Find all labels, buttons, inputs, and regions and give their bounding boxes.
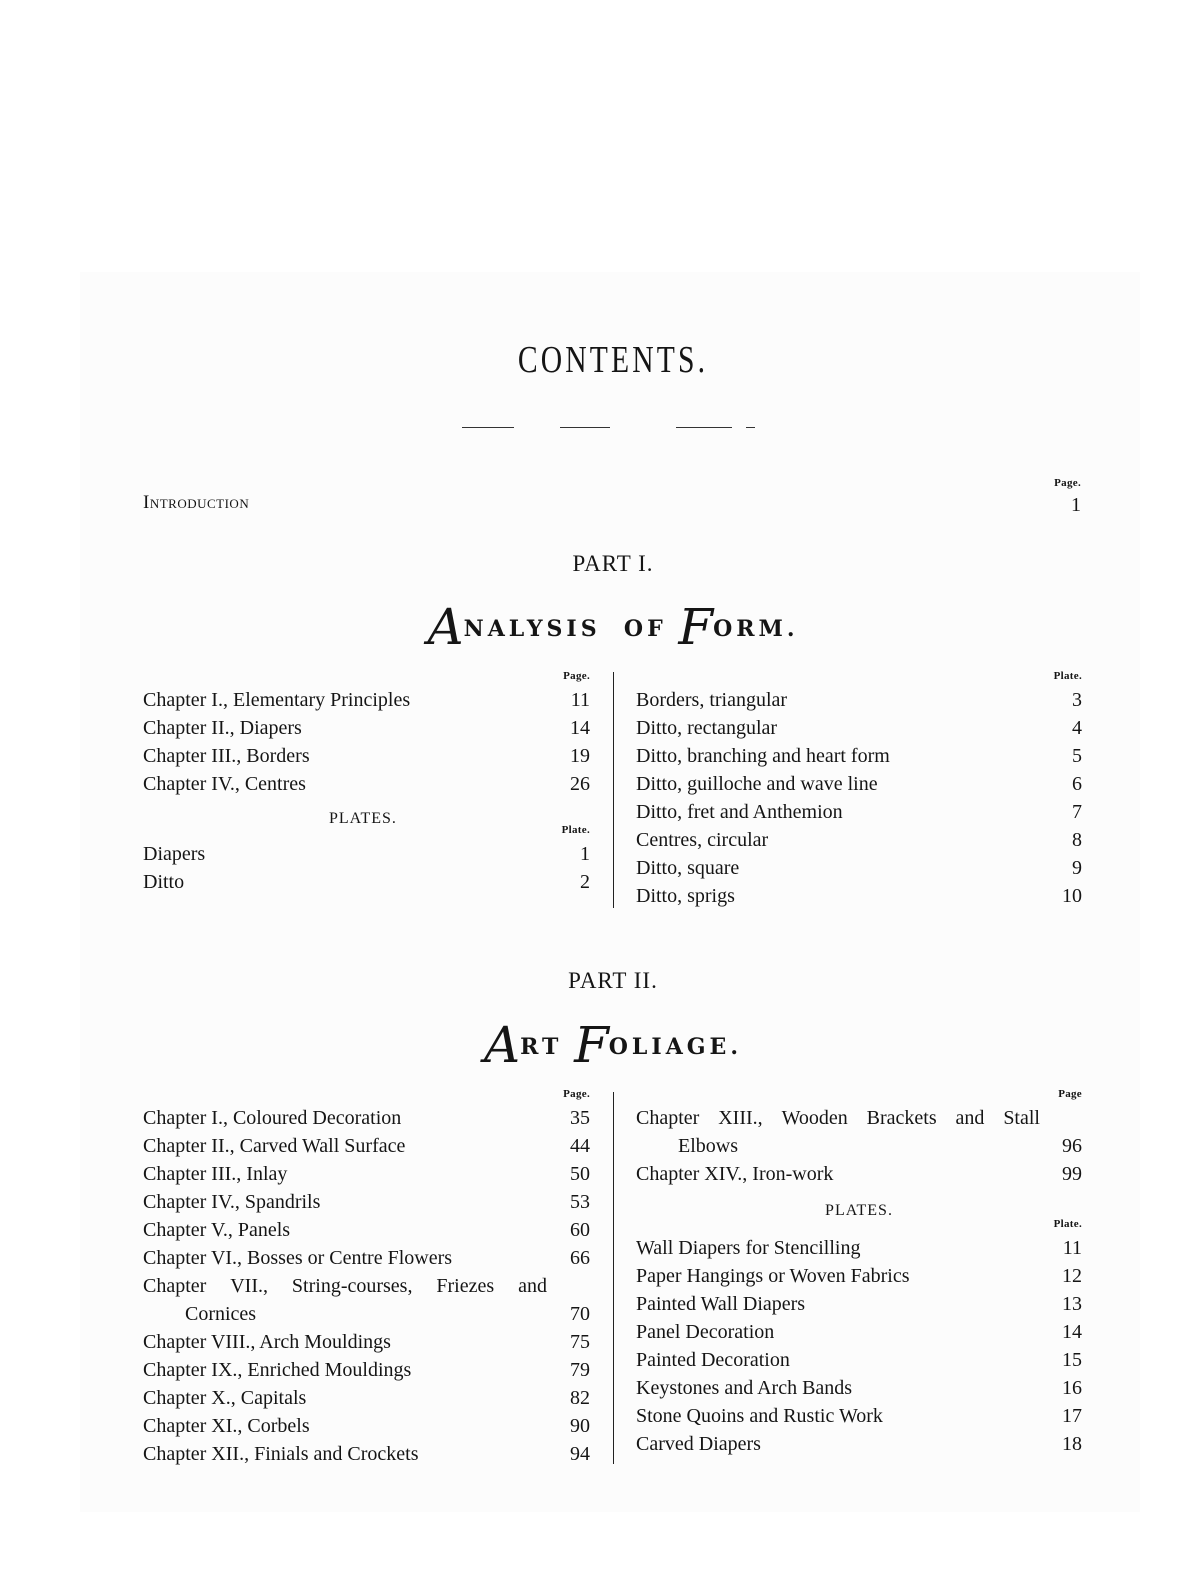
plate-row-label: Ditto, sprigs	[636, 885, 735, 907]
chapter-14-label: Chapter XIV., Iron-work	[636, 1163, 834, 1185]
part1-plates-left-list	[143, 840, 590, 896]
chapter-row-page: 26	[570, 773, 590, 795]
chapter-row-label: Chapter IV., Centres	[143, 773, 306, 795]
chapter-row-label: Chapter V., Panels	[143, 1219, 291, 1241]
part1-heading	[0, 598, 1191, 656]
chapter-7-word: Chapter	[143, 1275, 207, 1297]
part1-plates-label: PLATES.	[329, 810, 397, 827]
title-rule-1	[462, 427, 514, 428]
part2-page-header: Page.	[563, 1088, 590, 1100]
part1-heading-text-a: NALYSIS OF	[463, 616, 679, 642]
plate-row-label: Ditto, square	[636, 857, 740, 879]
plate-row	[636, 1262, 1082, 1290]
chapter-row-page: 82	[570, 1387, 590, 1409]
plate-row	[143, 868, 590, 896]
chapter-row	[143, 1104, 590, 1132]
plate-row	[143, 840, 590, 868]
plate-row-label: Borders, triangular	[636, 689, 788, 711]
chapter-13-word: and	[955, 1107, 985, 1129]
plate-row-plate: 16	[1062, 1377, 1082, 1399]
chapter-7-continuation: Cornices	[185, 1303, 257, 1325]
chapter-row-label: Chapter I., Coloured Decoration	[143, 1107, 402, 1129]
part2-chapter-list-2	[143, 1328, 590, 1468]
chapter-7-line2	[143, 1300, 590, 1328]
part2-label: PART II.	[568, 968, 658, 993]
chapter-row-page: 44	[570, 1135, 590, 1157]
chapter-row	[143, 1412, 590, 1440]
chapter-14-row	[636, 1160, 1082, 1188]
part1-plate-header-right: Plate.	[1053, 670, 1082, 682]
chapter-row-label: Chapter VIII., Arch Mouldings	[143, 1331, 391, 1353]
chapter-row-label: Chapter IX., Enriched Mouldings	[143, 1359, 412, 1381]
plate-row	[636, 686, 1082, 714]
plate-row-plate: 14	[1062, 1321, 1082, 1343]
chapter-13-line2	[636, 1132, 1082, 1160]
plate-row-label: Panel Decoration	[636, 1321, 775, 1343]
plate-row-label: Wall Diapers for Stencilling	[636, 1237, 861, 1259]
chapter-13-word: Brackets	[866, 1107, 937, 1129]
plate-row-plate: 10	[1062, 885, 1082, 907]
chapter-row-label: Chapter III., Borders	[143, 745, 310, 767]
part2-heading-cap-b: F	[574, 1016, 609, 1074]
plate-row-label: Ditto, guilloche and wave line	[636, 773, 878, 795]
chapter-row-label: Chapter VI., Bosses or Centre Flowers	[143, 1247, 453, 1269]
part2-plate-header: Plate.	[1053, 1218, 1082, 1230]
plate-row-plate: 9	[1072, 857, 1082, 879]
plate-row-label: Painted Decoration	[636, 1349, 790, 1371]
part2-heading-cap-a: A	[484, 1016, 521, 1074]
chapter-row-page: 19	[570, 745, 590, 767]
part1-column-divider	[613, 672, 614, 908]
plate-row-plate: 17	[1062, 1405, 1082, 1427]
part2-heading	[0, 1016, 1191, 1074]
chapter-row-label: Chapter IV., Spandrils	[143, 1191, 321, 1213]
chapter-row	[143, 1440, 590, 1468]
plate-row	[636, 1318, 1082, 1346]
plate-row-label: Stone Quoins and Rustic Work	[636, 1405, 883, 1427]
plate-row-plate: 7	[1072, 801, 1082, 823]
chapter-row	[143, 1244, 590, 1272]
plate-row	[636, 1290, 1082, 1318]
plate-row-plate: 4	[1072, 717, 1082, 739]
chapter-13-continuation: Elbows	[678, 1135, 738, 1157]
plate-row-plate: 8	[1072, 829, 1082, 851]
plate-row	[636, 1234, 1082, 1262]
part1-left-column	[143, 670, 590, 896]
chapter-13-word: Stall	[1003, 1107, 1040, 1129]
chapter-row	[143, 1188, 590, 1216]
plate-row-label: Paper Hangings or Woven Fabrics	[636, 1265, 910, 1287]
chapter-row-page: 94	[570, 1443, 590, 1465]
chapter-7-word: VII.,	[230, 1275, 268, 1297]
plate-row-plate: 2	[580, 871, 590, 893]
plate-row-label: Painted Wall Diapers	[636, 1293, 806, 1315]
plate-row-plate: 1	[580, 843, 590, 865]
part1-label: PART I.	[572, 551, 654, 576]
part1-page-header: Page.	[563, 670, 590, 682]
chapter-7-word: String-courses,	[291, 1275, 413, 1297]
chapter-row-page: 14	[570, 717, 590, 739]
part2-heading-text-a: RT	[520, 1034, 575, 1060]
part1-chapter-list	[143, 686, 590, 798]
plate-row-label: Centres, circular	[636, 829, 769, 851]
chapter-row-label: Chapter XI., Corbels	[143, 1415, 310, 1437]
part1-heading-text-b: ORM.	[713, 616, 799, 642]
plate-row-plate: 12	[1062, 1265, 1082, 1287]
chapter-row	[143, 1160, 590, 1188]
chapter-row-page: 79	[570, 1359, 590, 1381]
chapter-row	[143, 714, 590, 742]
plate-row-label: Diapers	[143, 843, 206, 865]
plate-row	[636, 798, 1082, 826]
part1-plate-header: Plate.	[561, 824, 590, 836]
chapter-7-line1	[143, 1272, 590, 1300]
chapter-row-page: 50	[570, 1163, 590, 1185]
plate-row-label: Ditto, branching and heart form	[636, 745, 890, 767]
chapter-row-page: 11	[570, 689, 590, 711]
chapter-row	[143, 1384, 590, 1412]
chapter-row-label: Chapter X., Capitals	[143, 1387, 307, 1409]
plate-row-label: Keystones and Arch Bands	[636, 1377, 853, 1399]
chapter-row	[143, 686, 590, 714]
chapter-row-label: Chapter III., Inlay	[143, 1163, 288, 1185]
title-rule-2	[560, 427, 610, 428]
part2-plates-label: PLATES.	[825, 1202, 893, 1219]
chapter-7-word: Friezes	[436, 1275, 495, 1297]
chapter-13-word: Wooden	[781, 1107, 848, 1129]
part1-heading-cap-b: F	[678, 598, 714, 656]
part1-heading-cap-a: A	[427, 598, 464, 656]
chapter-row	[143, 1132, 590, 1160]
plate-row-label: Ditto	[143, 871, 185, 893]
plate-row	[636, 770, 1082, 798]
plate-row-label: Ditto, rectangular	[636, 717, 778, 739]
chapter-row-page: 90	[570, 1415, 590, 1437]
title-rule-4	[746, 427, 755, 428]
chapter-row-label: Chapter II., Diapers	[143, 717, 302, 739]
plate-row-plate: 5	[1072, 745, 1082, 767]
plate-row	[636, 1402, 1082, 1430]
plate-row	[636, 882, 1082, 910]
introduction-label: Introduction	[143, 492, 250, 513]
chapter-row	[143, 742, 590, 770]
chapter-13-word: XIII.,	[718, 1107, 763, 1129]
plate-row-plate: 3	[1072, 689, 1082, 711]
chapter-row-page: 60	[570, 1219, 590, 1241]
plate-row-plate: 6	[1072, 773, 1082, 795]
chapter-row-label: Chapter XII., Finials and Crockets	[143, 1443, 419, 1465]
part2-left-column	[143, 1088, 590, 1468]
chapter-7-word: and	[518, 1275, 547, 1297]
part1-plates-right-list	[636, 686, 1082, 910]
plate-row	[636, 1430, 1082, 1458]
plate-row-label: Carved Diapers	[636, 1433, 761, 1455]
part2-right-column	[636, 1088, 1082, 1458]
chapter-13-page: 96	[1062, 1135, 1082, 1157]
plate-row-label: Ditto, fret and Anthemion	[636, 801, 843, 823]
chapter-row	[143, 1216, 590, 1244]
chapter-13-line1	[636, 1104, 1082, 1132]
plate-row-plate: 15	[1062, 1349, 1082, 1371]
chapter-row	[143, 1328, 590, 1356]
plate-row	[636, 854, 1082, 882]
plate-row	[636, 742, 1082, 770]
chapter-row-label: Chapter II., Carved Wall Surface	[143, 1135, 406, 1157]
chapter-row-page: 66	[570, 1247, 590, 1269]
plate-row-plate: 18	[1062, 1433, 1082, 1455]
plate-row-plate: 13	[1062, 1293, 1082, 1315]
chapter-row	[143, 1356, 590, 1384]
chapter-7-page: 70	[570, 1303, 590, 1325]
part2-page-header-right: Page	[1058, 1088, 1082, 1100]
plate-row	[636, 714, 1082, 742]
plate-row	[636, 826, 1082, 854]
part1-right-column	[636, 670, 1082, 910]
chapter-row	[143, 770, 590, 798]
plate-row	[636, 1346, 1082, 1374]
chapter-row-page: 53	[570, 1191, 590, 1213]
part2-heading-text-b: OLIAGE.	[608, 1034, 742, 1060]
page-title: CONTENTS.	[517, 339, 709, 381]
chapter-14-page: 99	[1062, 1163, 1082, 1185]
chapter-row-page: 75	[570, 1331, 590, 1353]
page-column-header: Page.	[1054, 477, 1081, 489]
plate-row-plate: 11	[1062, 1237, 1082, 1259]
plate-row	[636, 1374, 1082, 1402]
part2-column-divider	[613, 1092, 614, 1464]
chapter-13-word: Chapter	[636, 1107, 700, 1129]
chapter-row-page: 35	[570, 1107, 590, 1129]
title-rule-3	[676, 427, 732, 428]
part2-chapter-list	[143, 1104, 590, 1272]
chapter-row-label: Chapter I., Elementary Principles	[143, 689, 411, 711]
part2-plates-list	[636, 1234, 1082, 1458]
introduction-page: 1	[1071, 494, 1081, 516]
